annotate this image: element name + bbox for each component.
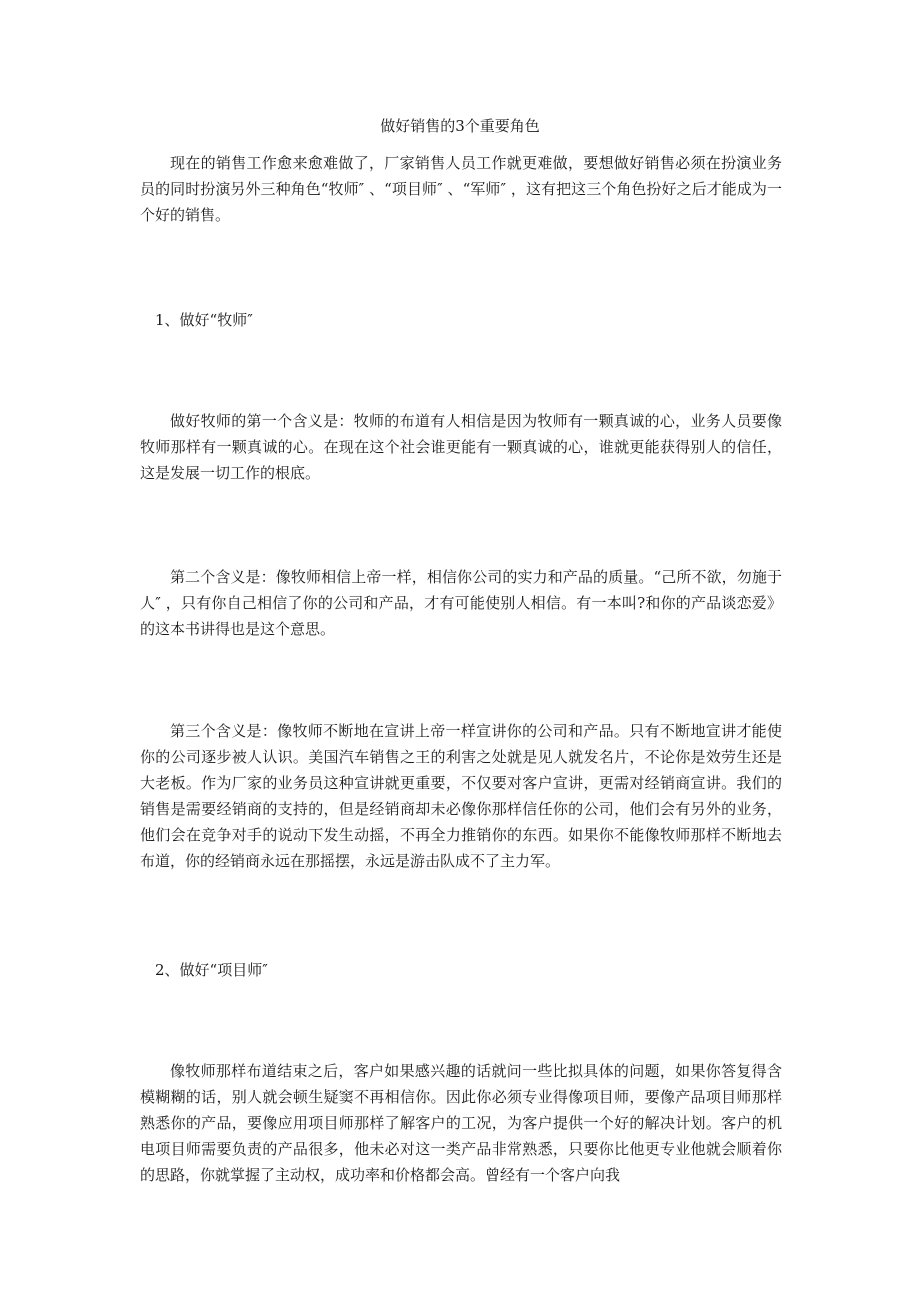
engineer-paragraph-1: 像牧师那样布道结束之后，客户如果感兴趣的话就问一些比拟具体的问题，如果你答复得含模糊糊的话，别人就会顿生疑窦不再相信你。因此你必须专业得像项目师，要像产品项目师那样熟悉你的产品，要像应用项目师那样了解客户的工况，为客户提供一个好的解决计划。客户的机电项目师需要负责的产品很多，他未必对这一类产品非常熟悉，只要你比他更专业他就会顺着你的思路，你就掌握了主动权，成功率和价格都会高。曾经有一个客户向我 [140,1062,782,1184]
section-heading-engineer: 2、做好“项目师″ [155,961,268,979]
pastor-paragraph-2: 第二个含义是：像牧师相信上帝一样，相信你公司的实力和产品的质量。“己所不欲，勿施于人″ ，只有你自己相信了你的公司和产品，才有可能使别人相信。有一本叫?和你的产品谈恋爱》的这本书讲得也是这个意思。 [140,568,782,638]
section-heading-pastor: 1、做好“牧师″ [155,311,253,329]
pastor-paragraph-1: 做好牧师的第一个含义是：牧师的布道有人相信是因为牧师有一颗真诚的心，业务人员要像牧师那样有一颗真诚的心。在现在这个社会谁更能有一颗真诚的心，谁就更能获得别人的信任，这是发展一切工作的根底。 [140,412,782,482]
pastor-paragraph-3: 第三个含义是：像牧师不断地在宣讲上帝一样宣讲你的公司和产品。只有不断地宣讲才能使你的公司逐步被人认识。美国汽车销售之王的利害之处就是见人就发名片，不论你是效劳生还是大老板。作为厂家的业务员这种宣讲就更重要，不仅要对客户宣讲，更需对经销商宣讲。我们的销售是需要经销商的支持的，但是经销商却未必像你那样信任你的公司，他们会有另外的业务，他们会在竞争对手的说动下发生动摇，不再全力推销你的东西。如果你不能像牧师那样不断地去布道，你的经销商永远在那摇摆，永远是游击队成不了主力军。 [140,722,782,870]
intro-paragraph: 现在的销售工作愈来愈难做了，厂家销售人员工作就更难做，要想做好销售必须在扮演业务员的同时扮演另外三种角色“牧师″ 、“项目师″ 、“军师″ ，这有把这三个角色扮好之后才能成为一个好的销售。 [140,154,782,224]
document-title: 做好销售的3个重要角色 [380,117,540,135]
